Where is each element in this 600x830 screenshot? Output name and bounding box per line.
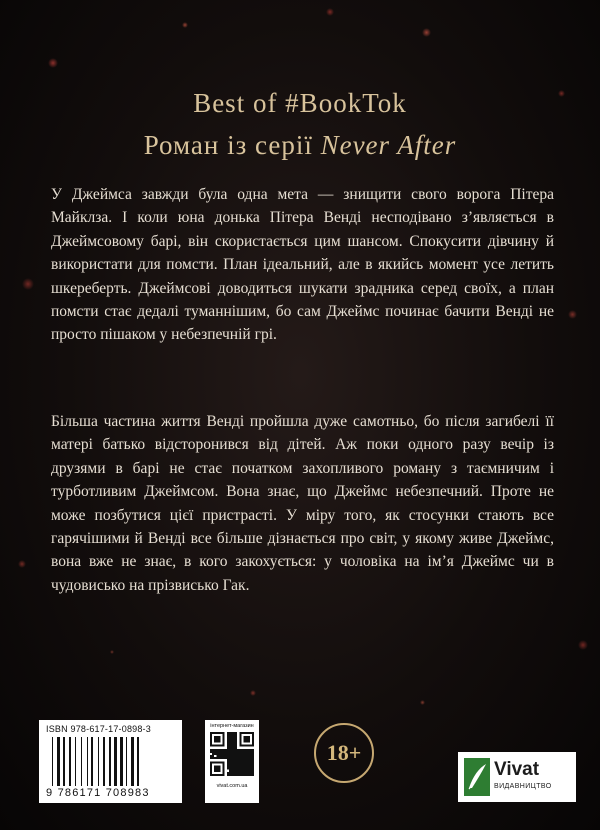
age-rating-badge [314, 723, 374, 783]
qr-block [205, 720, 259, 803]
isbn-text: ISBN 978-617-17-0898-3 [46, 724, 151, 734]
age-rating-text: 18+ [326, 740, 362, 765]
barcode-bars [46, 737, 177, 786]
headline-booktok: Best of #BookTok [193, 88, 407, 118]
barcode-bar [63, 737, 65, 786]
bokeh-dot [326, 8, 334, 16]
bokeh-dot [18, 560, 26, 568]
bokeh-dot [22, 278, 34, 290]
bokeh-dot [568, 310, 577, 319]
barcode-block [39, 720, 182, 803]
barcode-bar [126, 737, 127, 786]
qr-url: vivat.com.ua [216, 783, 248, 789]
barcode-bar [87, 737, 88, 786]
barcode-bar [131, 737, 134, 786]
barcode-bar [81, 737, 82, 786]
barcode-bar [91, 737, 93, 786]
blurb-paragraph-2: Більша частина життя Венді пройшла дуже самотньо, бо після загибелі її матері батько відсторонився від дітей. Аж поки одного разу вечір із друзями в барі не стає початком захопливого роману з таємничим і турботливим Джеймсом. Вона знає, що Джеймс небезпечний. Проте не може позбутися цієї пристрасті. У міру того, як стосунки стають все гарячішими й Венді все більше дізнається про світ, у якому живе Джеймс, вона вже не знає, в кого закохується: у чоловіка на ім’я Джеймс чи в чудовисько на прізвисько Гак. [51, 413, 554, 594]
blurb-paragraph-1: У Джеймса завжди була одна мета — знищити свого ворога Пітера Майклза. І коли юна донька Пітера Венді несподівано з’являється в Джеймсовому барі, він скористається цим шансом. Спокусити дівчину й використати для помсти. План ідеальний, але в якийсь момент усе летить шкереберть. Джеймсові доводиться шукати зрадника серед своїх, а план помсти стає дедалі туманнішим, бо сам Джеймс починає бачити Венді не просто пішаком у небезпечній грі. [51, 186, 554, 344]
barcode-bar [114, 737, 117, 786]
bokeh-dot [420, 700, 425, 705]
ean-number: 9 786171 708983 [46, 787, 150, 799]
barcode-bar [109, 737, 111, 786]
barcode-bar [69, 737, 71, 786]
publisher-name: Vivat [494, 759, 540, 780]
series-prefix: Роман із серії [143, 130, 321, 160]
barcode-bar [57, 737, 60, 786]
publisher-logo [458, 752, 576, 802]
barcode-bar [52, 737, 53, 786]
barcode-bar [120, 737, 123, 786]
bokeh-dot [250, 690, 256, 696]
bokeh-dot [578, 640, 588, 650]
barcode-bar [98, 737, 99, 786]
bokeh-dot [110, 650, 114, 654]
barcode-bar [75, 737, 76, 786]
publisher-subtitle: ВИДАВНИЦТВО [494, 783, 552, 790]
barcode-bar [103, 737, 105, 786]
bokeh-dot [182, 22, 188, 28]
series-name: Never After [320, 130, 457, 160]
qr-top-label: інтернет-магазин [210, 723, 254, 729]
barcode-bar [137, 737, 139, 786]
qr-code-icon [210, 732, 254, 776]
bokeh-dot [422, 28, 431, 37]
headline-series [0, 130, 600, 161]
vivat-quill-icon [464, 758, 490, 796]
bokeh-dot [48, 58, 58, 68]
